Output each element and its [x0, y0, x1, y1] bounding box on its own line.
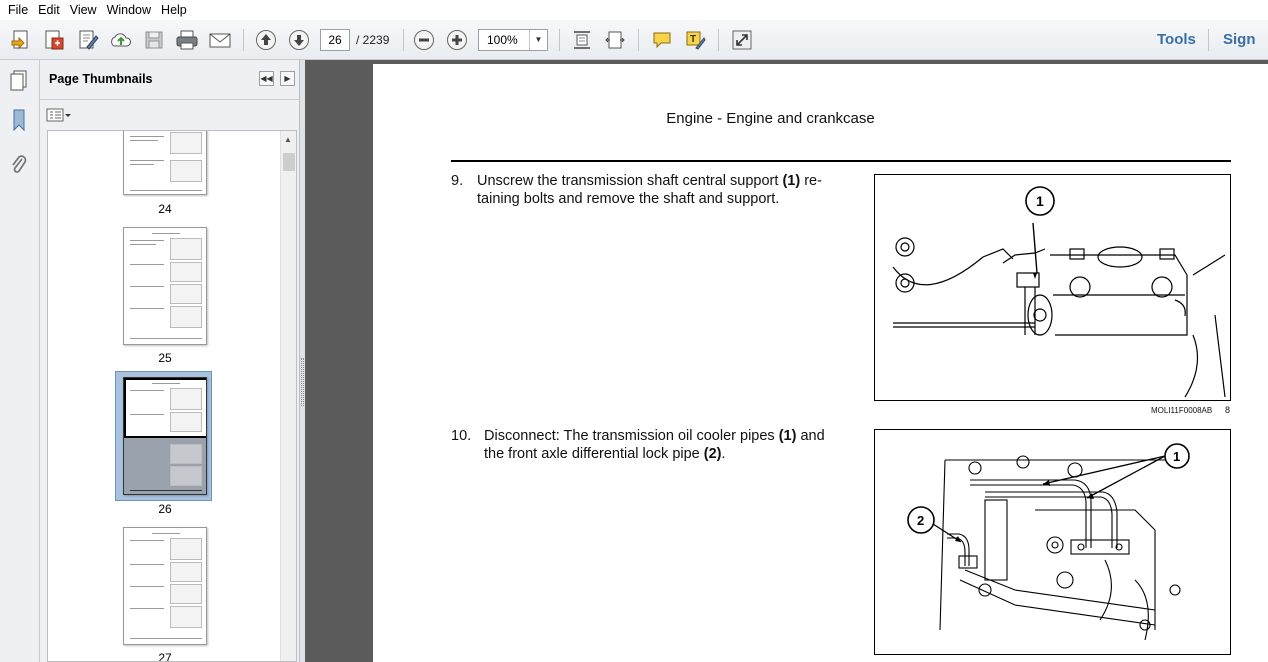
thumbnail-label: 27 — [158, 651, 172, 662]
header-rule — [451, 160, 1231, 162]
step-number: 9. — [451, 173, 464, 189]
menu-edit[interactable]: Edit — [38, 3, 60, 17]
thumbnail-label: 24 — [158, 202, 172, 216]
panel-header — [40, 60, 300, 100]
menu-file[interactable]: File — [8, 3, 29, 17]
fit-width-icon[interactable] — [602, 27, 628, 53]
menu-window[interactable]: Window — [106, 3, 152, 17]
figure-oil-cooler-pipes — [874, 429, 1231, 655]
chevron-up-icon[interactable]: ▲ — [284, 135, 292, 144]
document-page — [373, 64, 1268, 662]
page-number-input[interactable]: 26 — [320, 29, 350, 51]
figure-transmission-support — [874, 174, 1231, 401]
toolbar-separator — [243, 29, 244, 51]
zoom-value: 100% — [487, 33, 518, 47]
edit-document-icon[interactable] — [75, 27, 101, 53]
step-9 — [451, 172, 851, 212]
menu-help[interactable]: Help — [161, 3, 187, 17]
toolbar-separator — [1208, 29, 1209, 51]
figure-callout-1: 1 — [1173, 449, 1181, 464]
create-pdf-icon[interactable] — [8, 27, 34, 53]
expand-panel-icon[interactable]: ▶ — [280, 71, 295, 86]
figure-caption: MOLI11F0008AB — [1151, 406, 1213, 415]
thumbnail-label: 25 — [158, 351, 172, 365]
combine-files-icon[interactable] — [41, 27, 67, 53]
toolbar — [0, 20, 1268, 60]
step-text-line2: the front axle differential lock pipe (2). — [484, 446, 726, 462]
figure-drawing — [875, 175, 1231, 401]
thumbnail-scrollbar[interactable] — [280, 131, 296, 662]
chevron-down-icon[interactable]: ▼ — [529, 30, 547, 50]
toolbar-separator — [638, 29, 639, 51]
toolbar-separator — [718, 29, 719, 51]
scrollbar-thumb[interactable] — [283, 153, 295, 171]
tools-button[interactable]: Tools — [1157, 31, 1196, 48]
expand-icon[interactable] — [729, 27, 755, 53]
step-text-line1: Disconnect: The transmission oil cooler pipes (1) and — [484, 428, 825, 444]
zoom-in-icon[interactable] — [444, 27, 470, 53]
attachments-icon[interactable] — [7, 153, 31, 177]
step-text-line2: taining bolts and remove the shaft and support. — [477, 191, 780, 207]
previous-page-icon[interactable] — [253, 27, 279, 53]
toolbar-separator — [559, 29, 560, 51]
bookmarks-icon[interactable] — [7, 108, 31, 132]
navigation-rail — [0, 60, 40, 662]
thumbnails-panel — [40, 60, 300, 662]
toolbar-separator — [403, 29, 404, 51]
step-10 — [451, 427, 861, 467]
figure-callout-2: 2 — [917, 513, 925, 528]
page-header: Engine - Engine and crankcase — [666, 110, 875, 127]
comment-icon[interactable] — [649, 27, 675, 53]
zoom-select[interactable] — [478, 29, 548, 51]
thumbnail-label: 26 — [158, 502, 172, 516]
step-number: 10. — [451, 428, 472, 444]
highlight-text-icon[interactable] — [682, 27, 708, 53]
thumbnail-page-27[interactable] — [123, 527, 207, 645]
step-text-line1: Unscrew the transmission shaft central support (1) re- — [477, 173, 822, 189]
figure-callout-1: 1 — [1036, 193, 1044, 209]
page-thumbnails-icon[interactable] — [7, 68, 31, 92]
thumbnail-page-26[interactable] — [123, 377, 207, 495]
menu-bar — [0, 0, 1268, 20]
panel-title: Page Thumbnails — [49, 72, 153, 86]
thumbnail-options-button[interactable] — [46, 107, 74, 123]
figure-number: 8 — [1225, 405, 1231, 415]
page-total-label: / 2239 — [356, 33, 390, 47]
document-viewport[interactable] — [305, 60, 1268, 662]
fit-page-icon[interactable] — [569, 27, 595, 53]
thumbnail-page-24[interactable] — [123, 130, 207, 195]
save-icon[interactable] — [141, 27, 167, 53]
svg-text:T: T — [690, 34, 697, 45]
thumbnail-list[interactable] — [47, 130, 297, 662]
email-icon[interactable] — [207, 27, 233, 53]
print-icon[interactable] — [174, 27, 200, 53]
menu-view[interactable]: View — [69, 3, 97, 17]
figure-drawing — [875, 430, 1231, 655]
thumbnail-page-25[interactable] — [123, 227, 207, 345]
next-page-icon[interactable] — [286, 27, 312, 53]
collapse-panel-icon[interactable]: ◀◀ — [259, 71, 274, 86]
zoom-out-icon[interactable] — [411, 27, 437, 53]
upload-cloud-icon[interactable] — [108, 27, 134, 53]
sign-button[interactable]: Sign — [1223, 31, 1256, 48]
